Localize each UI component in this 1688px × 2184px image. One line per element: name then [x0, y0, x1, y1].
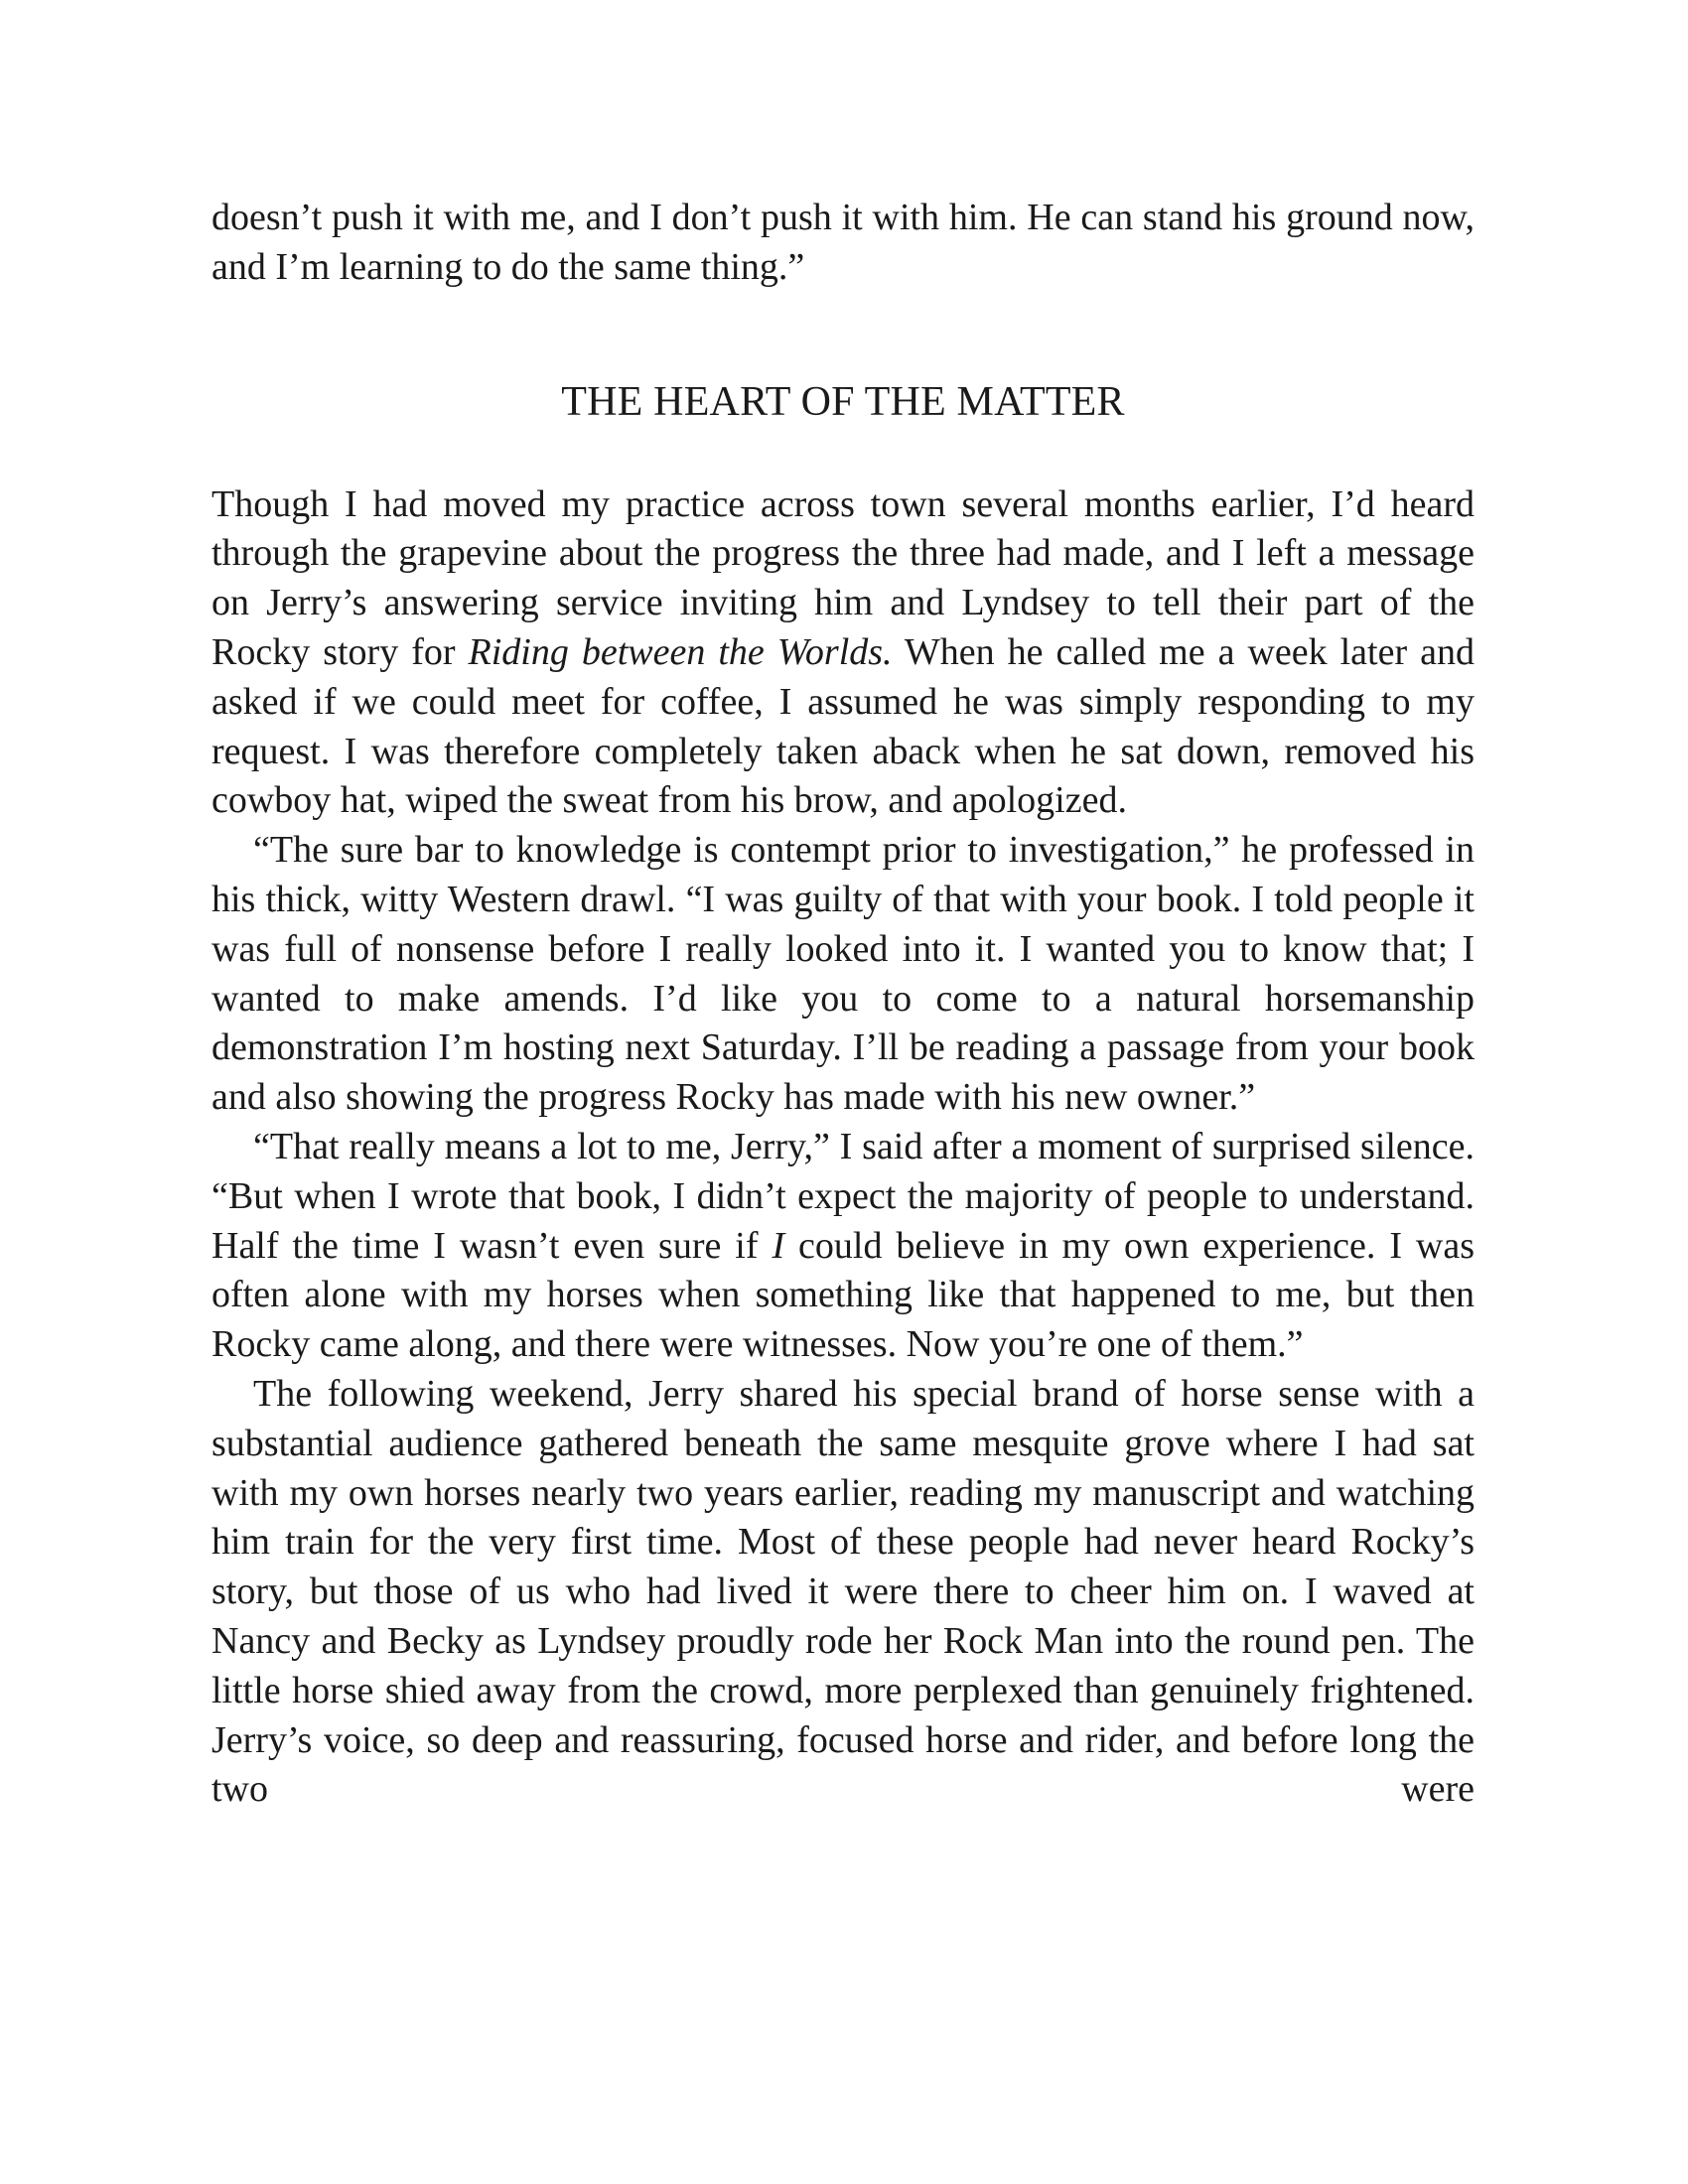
paragraph-1-text-b: When he called me a week later and asked if we could meet for coffee, I assumed he was simply responding to my request. I was therefore completely taken aback when he sat down, removed his cowboy hat, wiped the sweat from his brow, and apologized.: [211, 630, 1475, 822]
paragraph-3: [211, 1123, 1475, 1370]
emphasis-i: I: [772, 1224, 785, 1267]
paragraph-3-text-b: could believe in my own experience. I was often alone with my horses when something like that happened to me, but then Rocky came along, and there were witnesses. Now you’re one of them.”: [211, 1224, 1475, 1366]
book-title: Riding between the Worlds.: [468, 630, 893, 673]
paragraph-4: The following weekend, Jerry shared his special brand of horse sense with a substantial audience gathered beneath the same mesquite grove where I had sat with my own horses nearly two years earlier, reading my manuscript and watching him train for the very first time. Most of these people had never heard Rocky’s story, but those of us who had lived it were there to cheer him on. I waved at Nancy and Becky as Lyndsey proudly rode her Rock Man into the round pen. The little horse shied away from the crowd, more perplexed than genuinely frightened. Jerry’s voice, so deep and reassuring, focused horse and rider, and before long the two were: [211, 1372, 1475, 1811]
paragraph-3-text-a: “That really means a lot to me, Jerry,” I said after a moment of surprised silence. “But when I wrote that book, I didn’t expect the majority of people to understand. Half the time I wasn’t even sure if: [211, 1125, 1475, 1267]
paragraph-1: [211, 480, 1475, 827]
continuation-paragraph: doesn’t push it with me, and I don’t push it with him. He can stand his ground now, and I’m learning to do the same thing.”: [211, 197, 1475, 288]
paragraph-1-text-a: Though I had moved my practice across town several months earlier, I’d heard through the grapevine about the progress the three had made, and I left a message on Jerry’s answering service inviting him and Lyndsey to tell their part of the Rocky story for: [211, 482, 1475, 673]
book-page: [211, 194, 1475, 1815]
section-heading: THE HEART OF THE MATTER: [561, 378, 1125, 425]
paragraph-2: “The sure bar to knowledge is contempt prior to investigation,” he professed in his thick, witty Western drawl. “I was guilty of that with your book. I told people it was full of nonsense before I really looked into it. I wanted you to know that; I wanted to make amends. I’d like you to come to a natural horsemanship demonstration I’m hosting next Saturday. I’ll be reading a passage from your book and also showing the progress Rocky has made with his new owner.”: [211, 829, 1475, 1119]
